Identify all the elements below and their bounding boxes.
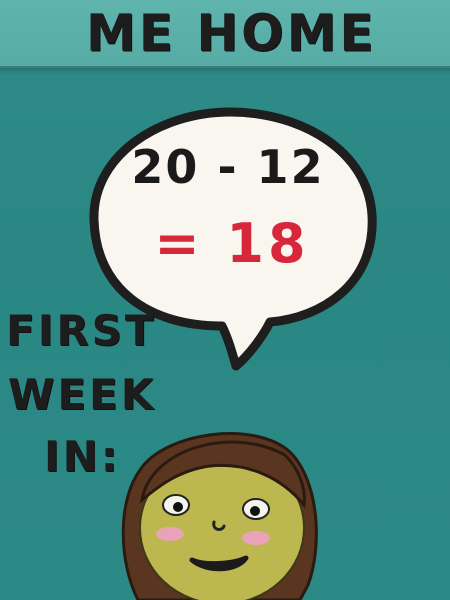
- bubble-answer: = 18: [154, 212, 310, 275]
- right-pupil: [250, 506, 260, 516]
- bubble-equation: 20 - 12: [131, 140, 325, 194]
- side-text-line-1: FIRST: [6, 306, 157, 355]
- side-text-line-3: IN:: [44, 432, 121, 481]
- left-cheek: [156, 527, 184, 541]
- side-text-line-2: WEEK: [8, 370, 157, 419]
- painting-title: ME HOME: [86, 3, 377, 63]
- right-cheek: [242, 531, 270, 545]
- left-pupil: [173, 502, 183, 512]
